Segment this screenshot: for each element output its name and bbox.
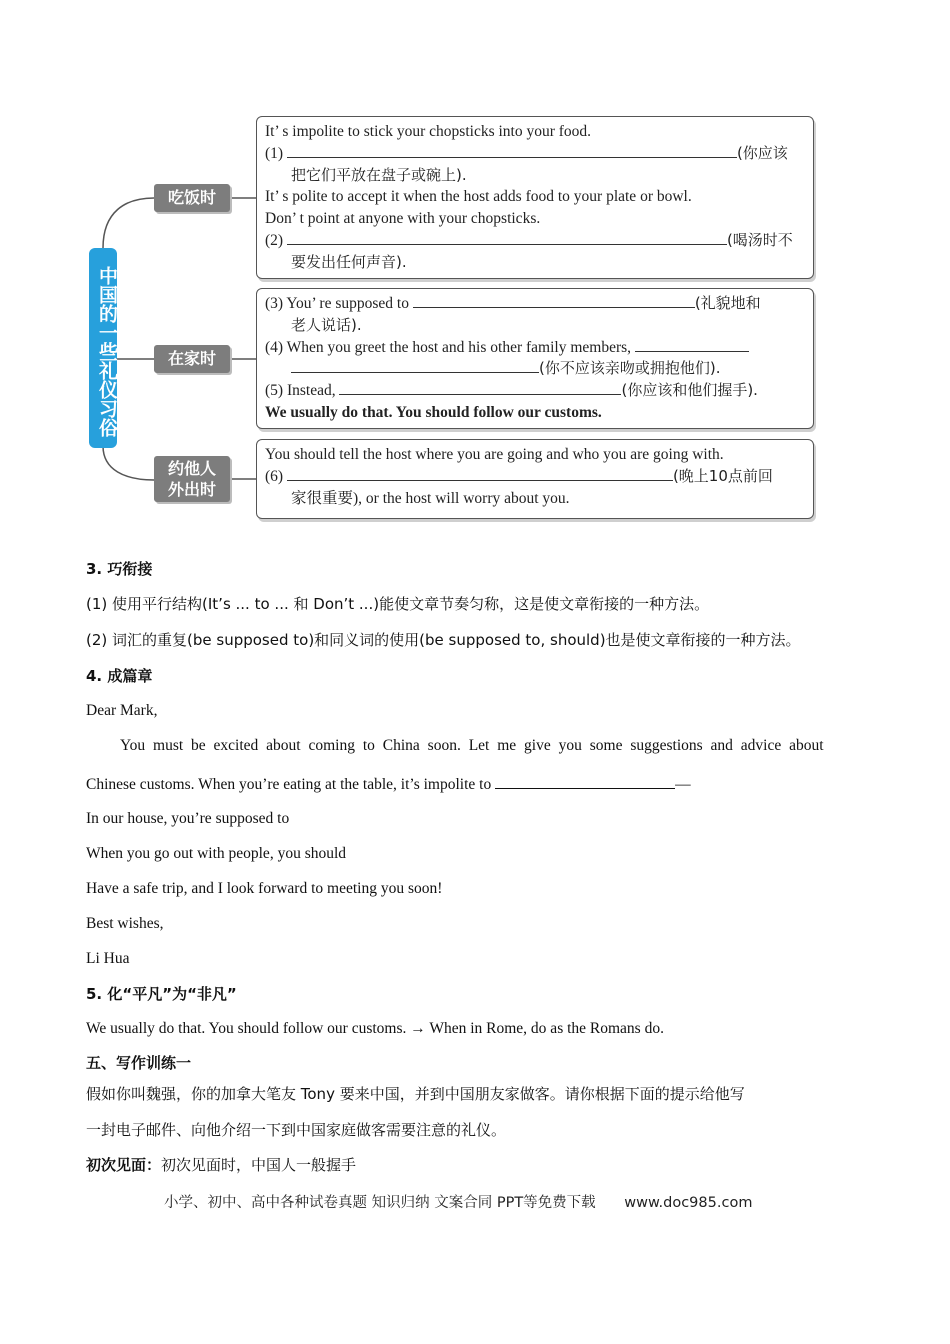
letter-paragraph — [86, 774, 691, 795]
inline-label: 初次见面： — [86, 1156, 162, 1174]
letter-paragraph: In our house, you’re supposed to — [86, 810, 290, 827]
branch-label-going-out — [154, 456, 230, 502]
center-topic: 中国的一些礼仪习俗 — [89, 248, 117, 448]
letter-text: — — [675, 776, 691, 793]
section-title: 3. 巧衔接 — [86, 560, 153, 578]
letter-text: Chinese customs. When you’re eating at the table, it’s impolite to — [86, 776, 492, 793]
section-title: 5. 化“平凡”为“非凡” — [86, 985, 237, 1003]
box-line — [265, 358, 805, 380]
label-line: 外出时 — [167, 480, 216, 499]
answer-blank[interactable] — [635, 337, 749, 352]
box-line — [265, 293, 805, 315]
answer-blank[interactable] — [339, 380, 621, 395]
section-title: 五、写作训练一 — [86, 1054, 192, 1072]
inline-text: 初次见面时，中国人一般握手 — [161, 1156, 357, 1174]
paragraph: (1) 使用平行结构(It’s ... to ... 和 Don’t ...)能使文章节奏匀称，这是使文章衔接的一种方法。 — [86, 595, 710, 613]
footer-text: 小学、初中、高中各种试卷真题 知识归纳 文案合同 PPT等免费下载 — [164, 1195, 596, 1211]
item-number: (1) — [265, 144, 284, 162]
hint-text: (你不应该亲吻或拥抱他们). — [539, 359, 721, 378]
box-line: 把它们平放在盘子或碗上). — [291, 165, 467, 184]
hint-text: (晚上10点前回 — [672, 466, 773, 485]
hint-text: (礼貌地和 — [694, 294, 761, 312]
box-line: 家很重要), or the host will worry about you. — [291, 489, 570, 507]
box-line: Don’ t point at anyone with your chopsticks. — [265, 210, 541, 228]
footer — [164, 1191, 752, 1212]
branch-label-home: 在家时 — [154, 345, 230, 373]
box-line — [265, 143, 805, 165]
letter-paragraph: When you go out with people, you should — [86, 845, 347, 862]
letter-paragraph: Have a safe trip, and I look forward to meeting you soon! — [86, 880, 443, 897]
letter-greeting: Dear Mark, — [86, 702, 158, 719]
box-line: 要发出任何声音). — [291, 252, 407, 271]
box-line — [265, 466, 805, 488]
item-text: (5) Instead, — [265, 382, 336, 400]
section-title: 4. 成篇章 — [86, 667, 153, 685]
box-line: You should tell the host where you are going and who you are going with. — [265, 446, 724, 463]
letter-closing: Best wishes, — [86, 915, 164, 932]
box-line — [265, 380, 805, 402]
answer-blank[interactable] — [495, 774, 675, 789]
paragraph: (2) 词汇的重复(be supposed to)和同义词的使用(be supposed to, should)也是使文章衔接的一种方法。 — [86, 631, 801, 649]
paragraph: We usually do that. You should follow our customs. → When in Rome, do as the Romans do. — [86, 1020, 664, 1037]
hint-text: (喝汤时不 — [726, 230, 793, 249]
answer-blank[interactable] — [287, 466, 673, 481]
item-number: (6) — [265, 467, 284, 485]
answer-blank[interactable] — [291, 358, 539, 373]
hint-text: (你应该和他们握手). — [621, 381, 758, 400]
box-line — [265, 337, 805, 359]
hint-text: (你应该 — [736, 143, 788, 162]
answer-blank[interactable] — [287, 230, 727, 245]
box-line: It’ s polite to accept it when the host adds food to your plate or bowl. — [265, 188, 692, 206]
letter-signature: Li Hua — [86, 950, 130, 967]
letter-paragraph: You must be excited about coming to China soon. Let me give you some suggestions and advice about — [120, 737, 824, 754]
item-number: (2) — [265, 231, 284, 249]
box-line: We usually do that. You should follow our customs. — [265, 403, 602, 421]
answer-blank[interactable] — [287, 143, 737, 158]
paragraph: 一封电子邮件、向他介绍一下到中国家庭做客需要注意的礼仪。 — [86, 1121, 507, 1139]
box-line: 老人说话). — [291, 315, 362, 334]
item-text: (4) When you greet the host and his other family members, — [265, 338, 632, 356]
branch-box-going-out — [256, 439, 814, 519]
paragraph: 假如你叫魏强，你的加拿大笔友 Tony 要来中国，并到中国朋友家做客。请你根据下面的提示给他写 — [86, 1085, 745, 1103]
branch-box-home — [256, 288, 814, 429]
branch-label-eating: 吃饭时 — [154, 184, 230, 212]
paragraph — [86, 1155, 356, 1175]
branch-box-eating — [256, 116, 814, 279]
label-line: 约他人 — [167, 459, 216, 478]
box-line — [265, 230, 805, 252]
box-line: It’ s impolite to stick your chopsticks into your food. — [265, 123, 592, 140]
item-text: (3) You’ re supposed to — [265, 295, 409, 312]
footer-link[interactable]: www.doc985.com — [624, 1195, 753, 1211]
answer-blank[interactable] — [413, 293, 695, 308]
